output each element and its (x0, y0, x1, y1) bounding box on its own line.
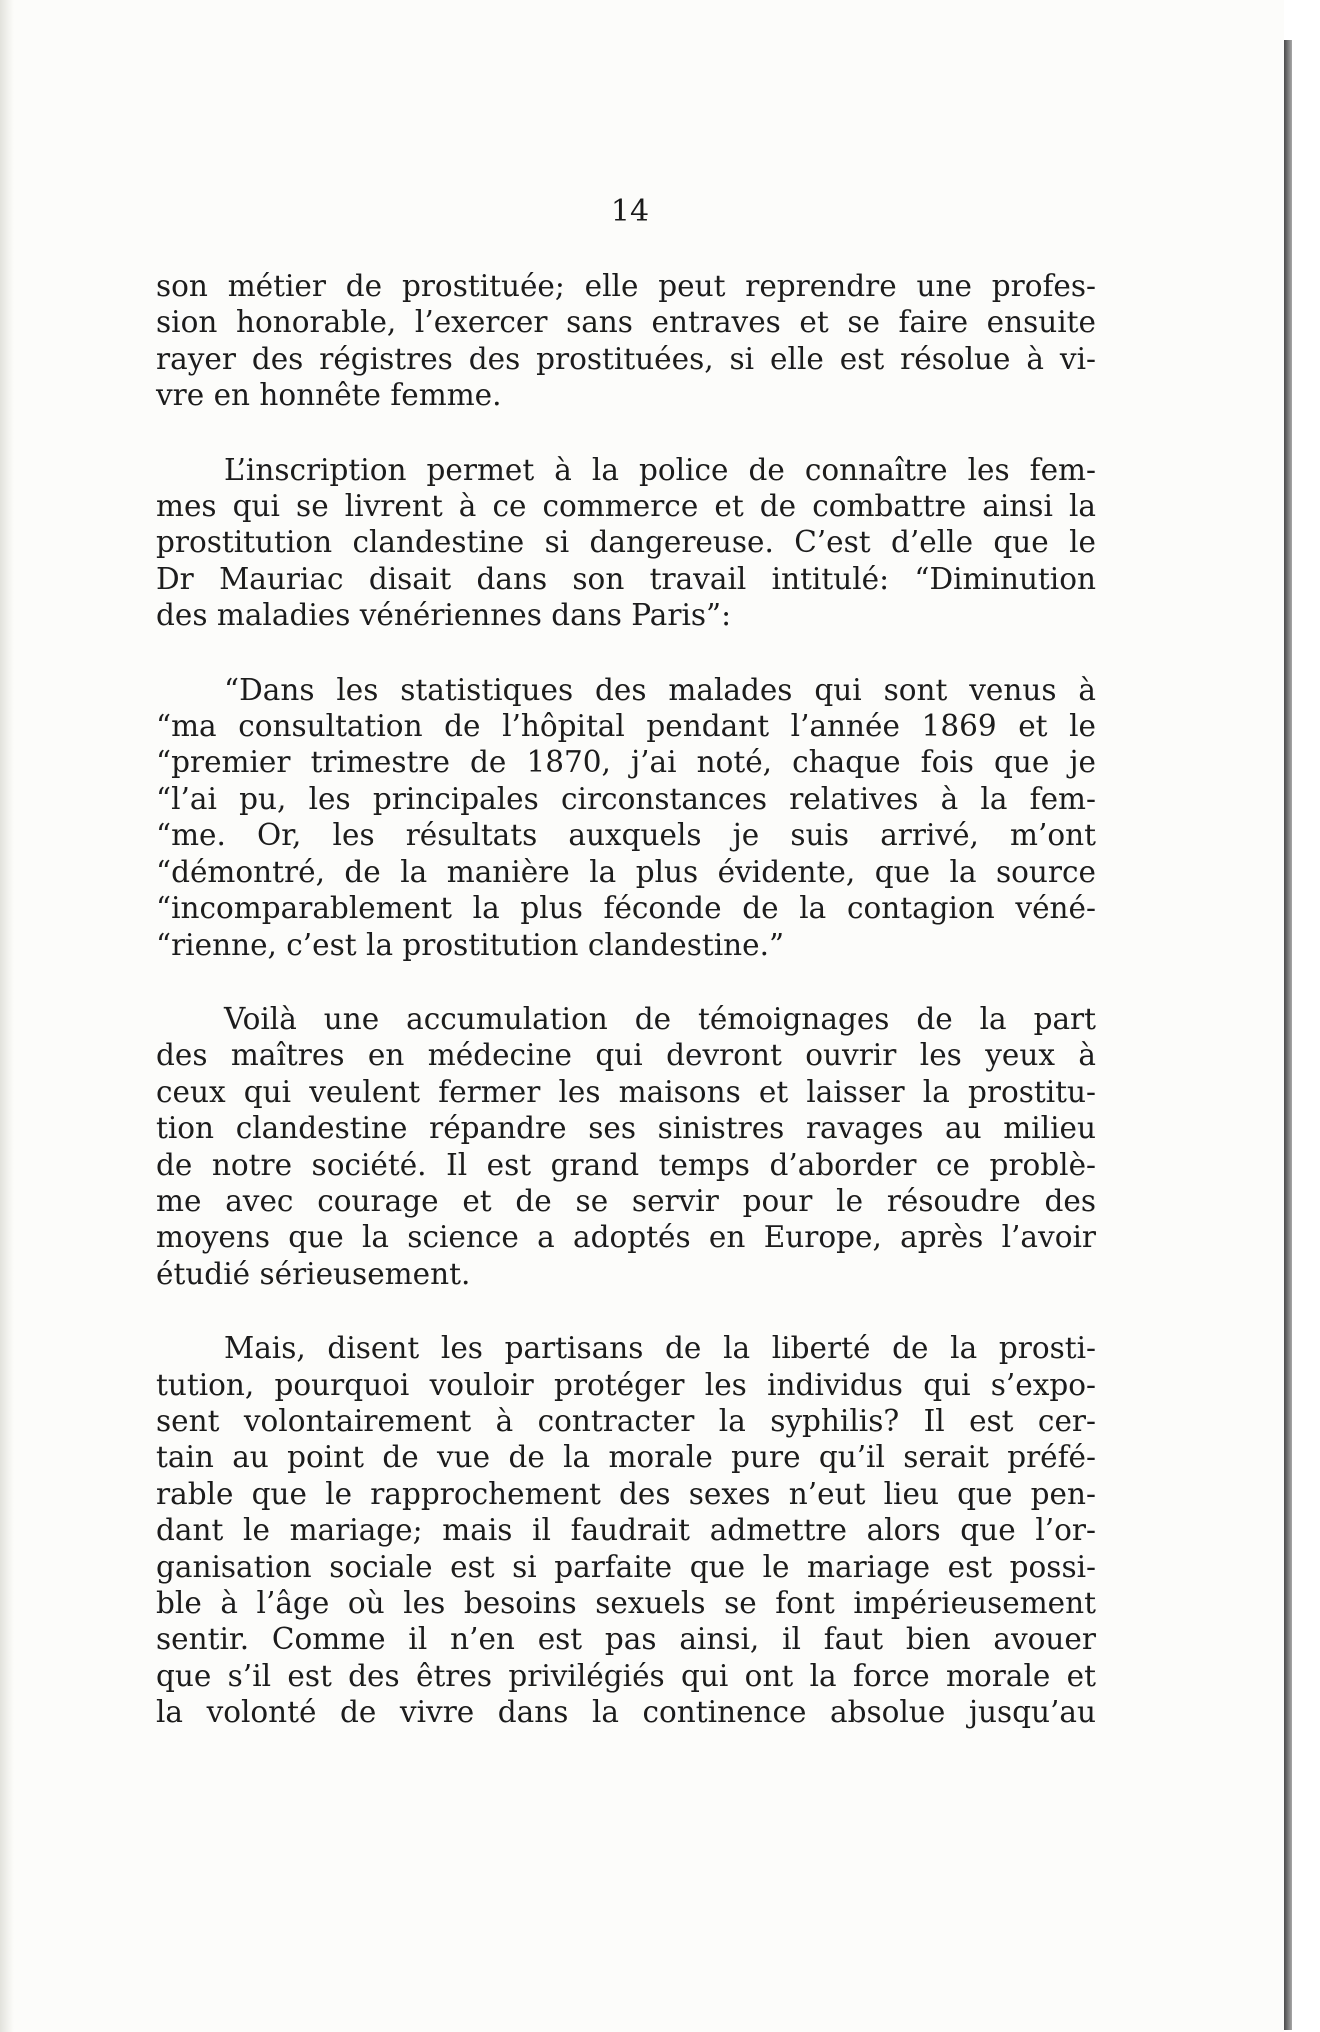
paragraph-4 (156, 1001, 1096, 1292)
text-line: “démontré, de la manière la plus évidente, que la source (156, 854, 1096, 889)
text-line: sent volontairement à contracter la syphilis? Il est cer- (156, 1403, 1096, 1438)
text-line: me avec courage et de se servir pour le résoudre des (156, 1183, 1096, 1218)
text-line: L’inscription permet à la police de connaître les fem- (224, 452, 1096, 487)
text-line: “premier trimestre de 1870, j’ai noté, chaque fois que je (156, 745, 1096, 780)
text-line: Mais, disent les partisans de la liberté de la prosti- (224, 1331, 1096, 1366)
text-line: tion clandestine répandre ses sinistres ravages au milieu (156, 1111, 1096, 1146)
paragraph-2 (156, 452, 1096, 634)
page-number: 14 (610, 194, 650, 229)
paragraph-5 (156, 1330, 1096, 1730)
text-line: vre en honnête femme. (156, 378, 502, 413)
text-line: tain au point de vue de la morale pure qu’il serait préfé- (156, 1440, 1096, 1475)
text-line: rable que le rapprochement des sexes n’eut lieu que pen- (156, 1476, 1096, 1511)
text-line: moyens que la science a adoptés en Europe, après l’avoir (156, 1220, 1096, 1255)
text-line: son métier de prostituée; elle peut reprendre une profes- (156, 269, 1096, 303)
text-line: “rienne, c’est la prostitution clandestine.” (156, 927, 785, 962)
text-line: ganisation sociale est si parfaite que le mariage est possi- (156, 1549, 1096, 1584)
text-line: sion honorable, l’exercer sans entraves et se faire ensuite (156, 305, 1096, 340)
text-line: rayer des régistres des prostituées, si elle est résolue à vi- (156, 341, 1096, 376)
text-line: “Dans les statistiques des malades qui sont venus à (224, 672, 1096, 707)
page-body-text (156, 268, 1096, 1731)
text-line: Dr Mauriac disait dans son travail intitulé: “Diminution (156, 561, 1096, 596)
text-line: “ma consultation de l’hôpital pendant l’année 1869 et le (156, 709, 1096, 744)
text-line: ble à l’âge où les besoins sexuels se font impérieusement (156, 1586, 1096, 1620)
paragraph-3-quotation (156, 672, 1096, 963)
text-line: dant le mariage; mais il faudrait admettre alors que l’or- (156, 1513, 1096, 1548)
text-line: “incomparablement la plus féconde de la contagion véné- (156, 891, 1096, 926)
text-line: “l’ai pu, les principales circonstances relatives à la fem- (156, 781, 1096, 816)
paragraph-1 (156, 268, 1096, 414)
text-line: prostitution clandestine si dangereuse. C’est d’elle que le (156, 525, 1096, 560)
page-left-edge (0, 0, 14, 2032)
text-line: la volonté de vivre dans la continence absolue jusqu’au (156, 1695, 1096, 1730)
text-line: des maladies vénériennes dans Paris”: (156, 598, 732, 633)
text-line: de notre société. Il est grand temps d’aborder ce problè- (156, 1147, 1096, 1182)
text-line: Voilà une accumulation de témoignages de la part (224, 1001, 1096, 1036)
text-line: étudié sérieusement. (156, 1256, 471, 1291)
text-line: mes qui se livrent à ce commerce et de combattre ainsi la (156, 489, 1096, 524)
text-line: tution, pourquoi vouloir protéger les individus qui s’expo- (156, 1367, 1096, 1402)
text-line: que s’il est des êtres privilégiés qui ont la force morale et (156, 1658, 1096, 1693)
text-line: “me. Or, les résultats auxquels je suis arrivé, m’ont (156, 818, 1096, 853)
text-line: ceux qui veulent fermer les maisons et laisser la prostitu- (156, 1074, 1096, 1109)
page-binding-shadow (1284, 40, 1292, 2030)
text-line: sentir. Comme il n’en est pas ainsi, il faut bien avouer (156, 1622, 1096, 1657)
text-line: des maîtres en médecine qui devront ouvrir les yeux à (156, 1038, 1096, 1073)
